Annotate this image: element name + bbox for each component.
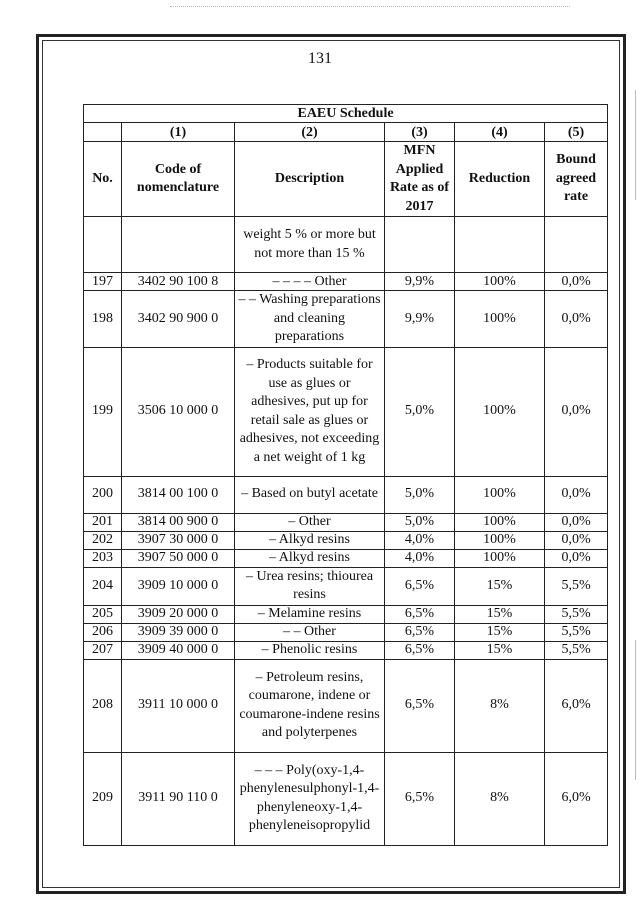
cell-mfn: 6,5% <box>385 641 455 659</box>
cell-no: 202 <box>84 531 122 549</box>
cell-code: 3909 40 000 0 <box>122 641 235 659</box>
table-row <box>84 291 608 348</box>
cell-bound: 0,0% <box>545 513 608 531</box>
cell-reduction: 100% <box>455 291 545 348</box>
cell-mfn: 9,9% <box>385 273 455 291</box>
cell-description: – Products suitable for use as glues or adhesives, put up for retail sale as glues or adhesives, not exceeding a net weight of 1 kg <box>235 347 385 476</box>
cell-bound: 6,0% <box>545 752 608 845</box>
cell-code: 3907 50 000 0 <box>122 549 235 567</box>
cell-code: 3909 39 000 0 <box>122 623 235 641</box>
cell-description: – Based on butyl acetate <box>235 476 385 513</box>
cell-no: 198 <box>84 291 122 348</box>
header-no: No. <box>84 142 122 217</box>
table-row <box>84 347 608 476</box>
cell-reduction: 15% <box>455 623 545 641</box>
table-row <box>84 513 608 531</box>
table-row <box>84 752 608 845</box>
table-row <box>84 659 608 752</box>
table-row <box>84 217 608 273</box>
cell-description: – Urea resins; thiourea resins <box>235 567 385 605</box>
cell-mfn: 5,0% <box>385 347 455 476</box>
table-row <box>84 605 608 623</box>
cell-no <box>84 217 122 273</box>
cell-bound: 0,0% <box>545 291 608 348</box>
cell-description: – Alkyd resins <box>235 549 385 567</box>
cell-no: 200 <box>84 476 122 513</box>
cell-mfn: 4,0% <box>385 549 455 567</box>
cell-mfn: 9,9% <box>385 291 455 348</box>
table-row <box>84 273 608 291</box>
cell-reduction: 100% <box>455 513 545 531</box>
cell-no: 209 <box>84 752 122 845</box>
header-bound-rate: Bound agreed rate <box>545 142 608 217</box>
cell-description: – Petroleum resins, coumarone, indene or coumarone-indene resins and polyterpenes <box>235 659 385 752</box>
cell-code: 3909 10 000 0 <box>122 567 235 605</box>
cell-reduction: 100% <box>455 273 545 291</box>
cell-mfn: 6,5% <box>385 605 455 623</box>
table-row <box>84 567 608 605</box>
header-code: Code of nomenclature <box>122 142 235 217</box>
header-reduction: Reduction <box>455 142 545 217</box>
column-number-blank <box>84 123 122 142</box>
cell-reduction: 15% <box>455 641 545 659</box>
cell-no: 203 <box>84 549 122 567</box>
cell-code: 3814 00 100 0 <box>122 476 235 513</box>
cell-mfn: 6,5% <box>385 623 455 641</box>
cell-reduction: 100% <box>455 347 545 476</box>
cell-description: – – – Poly(oxy-1,4-phenylenesulphonyl-1,4-phenyleneoxy-1,4-phenyleneisopropylid <box>235 752 385 845</box>
table-row <box>84 476 608 513</box>
cell-bound: 5,5% <box>545 567 608 605</box>
cell-bound: 0,0% <box>545 347 608 476</box>
cell-no: 207 <box>84 641 122 659</box>
column-number: (3) <box>385 123 455 142</box>
cell-reduction: 15% <box>455 605 545 623</box>
cell-description: – Other <box>235 513 385 531</box>
cell-description: – – Other <box>235 623 385 641</box>
table-row <box>84 623 608 641</box>
table-row <box>84 641 608 659</box>
cell-reduction: 15% <box>455 567 545 605</box>
scan-artifact <box>635 640 636 780</box>
cell-code: 3402 90 100 8 <box>122 273 235 291</box>
cell-reduction: 100% <box>455 531 545 549</box>
cell-no: 197 <box>84 273 122 291</box>
cell-bound: 5,5% <box>545 623 608 641</box>
cell-mfn: 6,5% <box>385 567 455 605</box>
cell-no: 201 <box>84 513 122 531</box>
table-row <box>84 531 608 549</box>
column-header-row <box>84 142 608 217</box>
cell-description: – Melamine resins <box>235 605 385 623</box>
cell-bound: 0,0% <box>545 476 608 513</box>
cell-bound: 5,5% <box>545 605 608 623</box>
cell-reduction: 8% <box>455 752 545 845</box>
cell-mfn: 5,0% <box>385 513 455 531</box>
cell-no: 205 <box>84 605 122 623</box>
cell-bound: 0,0% <box>545 273 608 291</box>
column-number: (5) <box>545 123 608 142</box>
column-number: (2) <box>235 123 385 142</box>
cell-no: 204 <box>84 567 122 605</box>
schedule-table <box>83 104 608 846</box>
cell-reduction: 8% <box>455 659 545 752</box>
scan-artifact <box>635 90 636 200</box>
cell-no: 208 <box>84 659 122 752</box>
table-row <box>84 549 608 567</box>
page-number: 131 <box>308 50 332 67</box>
table-title: EAEU Schedule <box>84 105 608 123</box>
cell-mfn: 6,5% <box>385 752 455 845</box>
cell-no: 199 <box>84 347 122 476</box>
cell-bound: 5,5% <box>545 641 608 659</box>
cell-mfn: 4,0% <box>385 531 455 549</box>
cell-code: 3402 90 900 0 <box>122 291 235 348</box>
header-description: Description <box>235 142 385 217</box>
cell-mfn: 6,5% <box>385 659 455 752</box>
cell-code <box>122 217 235 273</box>
column-number: (4) <box>455 123 545 142</box>
cell-description: – Alkyd resins <box>235 531 385 549</box>
cell-bound: 0,0% <box>545 531 608 549</box>
cell-mfn: 5,0% <box>385 476 455 513</box>
cell-bound <box>545 217 608 273</box>
cell-reduction: 100% <box>455 476 545 513</box>
cell-description: – Phenolic resins <box>235 641 385 659</box>
cell-code: 3506 10 000 0 <box>122 347 235 476</box>
cell-bound: 6,0% <box>545 659 608 752</box>
scan-artifact <box>170 6 570 9</box>
cell-description: weight 5 % or more but not more than 15 % <box>235 217 385 273</box>
cell-code: 3909 20 000 0 <box>122 605 235 623</box>
cell-code: 3911 10 000 0 <box>122 659 235 752</box>
header-mfn-rate: MFN Applied Rate as of 2017 <box>385 142 455 217</box>
cell-reduction <box>455 217 545 273</box>
cell-code: 3911 90 110 0 <box>122 752 235 845</box>
cell-code: 3907 30 000 0 <box>122 531 235 549</box>
cell-description: – – Washing preparations and cleaning preparations <box>235 291 385 348</box>
cell-code: 3814 00 900 0 <box>122 513 235 531</box>
cell-reduction: 100% <box>455 549 545 567</box>
cell-no: 206 <box>84 623 122 641</box>
column-number: (1) <box>122 123 235 142</box>
cell-bound: 0,0% <box>545 549 608 567</box>
cell-description: – – – – Other <box>235 273 385 291</box>
column-number-row <box>84 123 608 142</box>
cell-mfn <box>385 217 455 273</box>
